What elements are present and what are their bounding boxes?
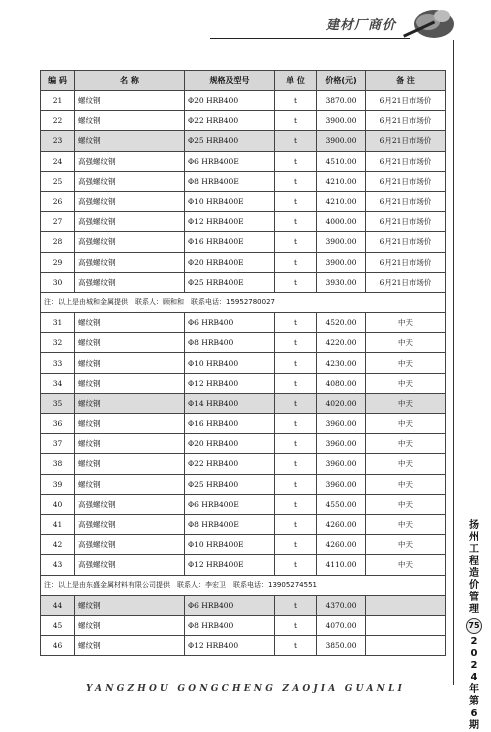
- cell-unit: t: [275, 393, 317, 413]
- page-number: 75: [466, 618, 482, 634]
- cell-price: 3960.00: [317, 434, 366, 454]
- cell-code: 36: [41, 414, 75, 434]
- cell-price: 4000.00: [317, 212, 366, 232]
- cell-name: 螺纹钢: [75, 434, 185, 454]
- note-row: [41, 575, 446, 595]
- cell-code: 22: [41, 111, 75, 131]
- cell-price: 3900.00: [317, 131, 366, 151]
- table-row: [41, 636, 446, 656]
- cell-code: 27: [41, 212, 75, 232]
- cell-name: 螺纹钢: [75, 474, 185, 494]
- cell-unit: t: [275, 615, 317, 635]
- table-row: [41, 212, 446, 232]
- cell-spec: Φ6 HRB400E: [185, 151, 275, 171]
- journal-name: 扬 州 工 程 造 价 管 理: [469, 520, 479, 615]
- cell-spec: Φ12 HRB400E: [185, 212, 275, 232]
- cell-code: 38: [41, 454, 75, 474]
- cell-price: 3900.00: [317, 252, 366, 272]
- cell-price: 4230.00: [317, 353, 366, 373]
- table-row: [41, 434, 446, 454]
- cell-code: 26: [41, 191, 75, 211]
- cell-unit: t: [275, 333, 317, 353]
- table-row: [41, 353, 446, 373]
- cell-name: 螺纹钢: [75, 595, 185, 615]
- cell-code: 25: [41, 171, 75, 191]
- column-header-spec: 规格及型号: [185, 71, 275, 91]
- table-row: [41, 191, 446, 211]
- table-row: [41, 454, 446, 474]
- note-row: [41, 292, 446, 312]
- header-rule: [210, 38, 410, 39]
- table-row: [41, 615, 446, 635]
- cell-spec: Φ25 HRB400: [185, 131, 275, 151]
- cell-code: 44: [41, 595, 75, 615]
- cell-spec: Φ10 HRB400E: [185, 191, 275, 211]
- cell-name: 高强螺纹钢: [75, 494, 185, 514]
- cell-remark: 6月21日市场价: [366, 111, 446, 131]
- table-row: [41, 474, 446, 494]
- cell-spec: Φ8 HRB400E: [185, 171, 275, 191]
- table-row: [41, 373, 446, 393]
- journal-sidebar: [466, 520, 482, 732]
- cell-unit: t: [275, 191, 317, 211]
- cell-name: 高强螺纹钢: [75, 555, 185, 575]
- table-row: [41, 595, 446, 615]
- cell-price: 4550.00: [317, 494, 366, 514]
- cell-unit: t: [275, 272, 317, 292]
- cell-spec: Φ14 HRB400: [185, 393, 275, 413]
- cell-remark: 6月21日市场价: [366, 91, 446, 111]
- cell-remark: 中天: [366, 393, 446, 413]
- cell-remark: 6月21日市场价: [366, 212, 446, 232]
- cell-code: 43: [41, 555, 75, 575]
- cell-name: 高强螺纹钢: [75, 191, 185, 211]
- cell-remark: [366, 636, 446, 656]
- cell-code: 35: [41, 393, 75, 413]
- cell-remark: 6月21日市场价: [366, 232, 446, 252]
- cell-spec: Φ8 HRB400: [185, 615, 275, 635]
- cell-code: 30: [41, 272, 75, 292]
- cell-name: 螺纹钢: [75, 111, 185, 131]
- cell-remark: 6月21日市场价: [366, 171, 446, 191]
- cell-unit: t: [275, 232, 317, 252]
- cell-spec: Φ25 HRB400: [185, 474, 275, 494]
- cell-spec: Φ8 HRB400E: [185, 514, 275, 534]
- cell-unit: t: [275, 313, 317, 333]
- table-row: [41, 252, 446, 272]
- footer-text: YANGZHOU GONGCHENG ZAOJIA GUANLI: [85, 684, 406, 694]
- cell-unit: t: [275, 131, 317, 151]
- cell-code: 33: [41, 353, 75, 373]
- cell-price: 4080.00: [317, 373, 366, 393]
- column-header-code: 编 码: [41, 71, 75, 91]
- cell-unit: t: [275, 353, 317, 373]
- cell-code: 37: [41, 434, 75, 454]
- cell-unit: t: [275, 555, 317, 575]
- cell-name: 高强螺纹钢: [75, 535, 185, 555]
- cell-name: 高强螺纹钢: [75, 514, 185, 534]
- cell-unit: t: [275, 252, 317, 272]
- cell-spec: Φ6 HRB400: [185, 313, 275, 333]
- cell-remark: [366, 595, 446, 615]
- cell-name: 螺纹钢: [75, 91, 185, 111]
- cell-code: 21: [41, 91, 75, 111]
- cell-price: 3850.00: [317, 636, 366, 656]
- column-header-price: 价格(元): [317, 71, 366, 91]
- cell-spec: Φ10 HRB400: [185, 353, 275, 373]
- cell-price: 3900.00: [317, 111, 366, 131]
- cell-spec: Φ20 HRB400: [185, 91, 275, 111]
- cell-name: 螺纹钢: [75, 454, 185, 474]
- cell-unit: t: [275, 91, 317, 111]
- cell-code: 46: [41, 636, 75, 656]
- cell-price: 3960.00: [317, 474, 366, 494]
- cell-unit: t: [275, 434, 317, 454]
- cell-code: 42: [41, 535, 75, 555]
- cell-price: 3930.00: [317, 272, 366, 292]
- cell-spec: Φ20 HRB400E: [185, 252, 275, 272]
- cell-price: 4070.00: [317, 615, 366, 635]
- table-row: [41, 414, 446, 434]
- cell-code: 34: [41, 373, 75, 393]
- cell-code: 29: [41, 252, 75, 272]
- table-row: [41, 272, 446, 292]
- cell-price: 4210.00: [317, 191, 366, 211]
- cell-name: 螺纹钢: [75, 393, 185, 413]
- table-row: [41, 393, 446, 413]
- supplier-note: 注：以上是由东盛金属材料有限公司提供 联系人：李宏卫 联系电话：13905274551: [41, 575, 446, 595]
- cell-price: 4260.00: [317, 514, 366, 534]
- cell-name: 高强螺纹钢: [75, 252, 185, 272]
- cell-name: 螺纹钢: [75, 615, 185, 635]
- cell-name: 螺纹钢: [75, 414, 185, 434]
- pen-hand-illustration-icon: [398, 4, 456, 40]
- cell-code: 23: [41, 131, 75, 151]
- cell-name: 螺纹钢: [75, 636, 185, 656]
- cell-spec: Φ10 HRB400E: [185, 535, 275, 555]
- cell-name: 高强螺纹钢: [75, 171, 185, 191]
- cell-code: 40: [41, 494, 75, 514]
- cell-code: 28: [41, 232, 75, 252]
- column-header-unit: 单 位: [275, 71, 317, 91]
- cell-price: 4110.00: [317, 555, 366, 575]
- cell-spec: Φ12 HRB400: [185, 373, 275, 393]
- cell-spec: Φ16 HRB400E: [185, 232, 275, 252]
- column-header-remark: 备 注: [366, 71, 446, 91]
- cell-code: 31: [41, 313, 75, 333]
- table-row: [41, 171, 446, 191]
- cell-unit: t: [275, 595, 317, 615]
- cell-spec: Φ22 HRB400: [185, 111, 275, 131]
- cell-unit: t: [275, 535, 317, 555]
- cell-remark: 6月21日市场价: [366, 131, 446, 151]
- table-row: [41, 91, 446, 111]
- cell-spec: Φ20 HRB400: [185, 434, 275, 454]
- cell-remark: 中天: [366, 535, 446, 555]
- cell-unit: t: [275, 212, 317, 232]
- cell-name: 螺纹钢: [75, 333, 185, 353]
- cell-price: 4520.00: [317, 313, 366, 333]
- table-header-row: [41, 71, 446, 91]
- table-row: [41, 535, 446, 555]
- cell-name: 高强螺纹钢: [75, 272, 185, 292]
- table-row: [41, 333, 446, 353]
- table-body: [41, 91, 446, 656]
- cell-unit: t: [275, 171, 317, 191]
- cell-spec: Φ12 HRB400E: [185, 555, 275, 575]
- cell-remark: 中天: [366, 454, 446, 474]
- cell-remark: 6月21日市场价: [366, 151, 446, 171]
- cell-remark: 中天: [366, 333, 446, 353]
- table-row: [41, 555, 446, 575]
- cell-spec: Φ25 HRB400E: [185, 272, 275, 292]
- supplier-note: 注：以上是由城和金属提供 联系人：顾和和 联系电话：15952780027: [41, 292, 446, 312]
- issue-label: 2 0 2 4 年 第 6 期: [469, 636, 479, 731]
- cell-code: 24: [41, 151, 75, 171]
- cell-price: 3960.00: [317, 454, 366, 474]
- cell-price: 3960.00: [317, 414, 366, 434]
- cell-remark: 中天: [366, 474, 446, 494]
- cell-remark: 中天: [366, 353, 446, 373]
- cell-remark: 6月21日市场价: [366, 272, 446, 292]
- table-row: [41, 494, 446, 514]
- cell-spec: Φ6 HRB400E: [185, 494, 275, 514]
- cell-unit: t: [275, 494, 317, 514]
- cell-price: 3900.00: [317, 232, 366, 252]
- cell-name: 螺纹钢: [75, 353, 185, 373]
- cell-remark: 中天: [366, 434, 446, 454]
- table-row: [41, 131, 446, 151]
- cell-remark: 中天: [366, 414, 446, 434]
- cell-spec: Φ8 HRB400: [185, 333, 275, 353]
- cell-spec: Φ16 HRB400: [185, 414, 275, 434]
- cell-remark: 中天: [366, 555, 446, 575]
- cell-spec: Φ6 HRB400: [185, 595, 275, 615]
- cell-unit: t: [275, 111, 317, 131]
- cell-name: 螺纹钢: [75, 313, 185, 333]
- cell-remark: 中天: [366, 373, 446, 393]
- cell-unit: t: [275, 151, 317, 171]
- cell-name: 螺纹钢: [75, 373, 185, 393]
- cell-code: 45: [41, 615, 75, 635]
- cell-remark: 中天: [366, 313, 446, 333]
- cell-unit: t: [275, 373, 317, 393]
- cell-price: 4220.00: [317, 333, 366, 353]
- cell-remark: 6月21日市场价: [366, 252, 446, 272]
- cell-spec: Φ22 HRB400: [185, 454, 275, 474]
- cell-spec: Φ12 HRB400: [185, 636, 275, 656]
- cell-price: 3870.00: [317, 91, 366, 111]
- column-header-name: 名 称: [75, 71, 185, 91]
- cell-unit: t: [275, 636, 317, 656]
- table-row: [41, 232, 446, 252]
- cell-unit: t: [275, 454, 317, 474]
- cell-name: 螺纹钢: [75, 131, 185, 151]
- cell-remark: 中天: [366, 514, 446, 534]
- table-row: [41, 514, 446, 534]
- cell-remark: 中天: [366, 494, 446, 514]
- cell-price: 4510.00: [317, 151, 366, 171]
- cell-code: 39: [41, 474, 75, 494]
- cell-price: 4260.00: [317, 535, 366, 555]
- cell-price: 4210.00: [317, 171, 366, 191]
- cell-unit: t: [275, 414, 317, 434]
- cell-name: 高强螺纹钢: [75, 232, 185, 252]
- section-title: 建材厂商价: [326, 18, 397, 33]
- cell-code: 32: [41, 333, 75, 353]
- cell-name: 高强螺纹钢: [75, 151, 185, 171]
- table-row: [41, 313, 446, 333]
- side-divider: [453, 40, 454, 685]
- table-row: [41, 111, 446, 131]
- price-table: [40, 70, 446, 656]
- cell-name: 高强螺纹钢: [75, 212, 185, 232]
- cell-code: 41: [41, 514, 75, 534]
- page-header: [0, 0, 491, 62]
- table-row: [41, 151, 446, 171]
- cell-unit: t: [275, 474, 317, 494]
- cell-price: 4370.00: [317, 595, 366, 615]
- cell-remark: [366, 615, 446, 635]
- cell-remark: 6月21日市场价: [366, 191, 446, 211]
- cell-unit: t: [275, 514, 317, 534]
- cell-price: 4020.00: [317, 393, 366, 413]
